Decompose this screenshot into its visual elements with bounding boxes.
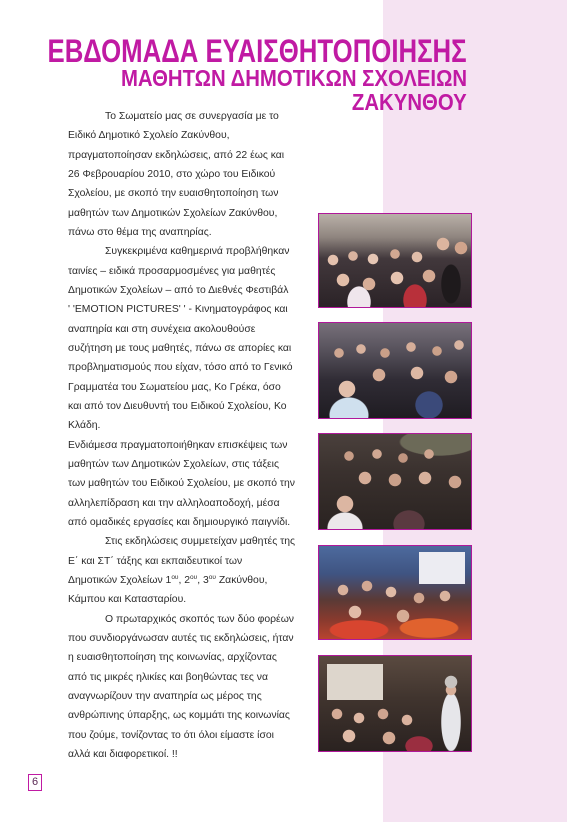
title-line-2: ΜΑΘΗΤΩΝ ΔΗΜΟΤΙΚΩΝ ΣΧΟΛΕΙΩΝ	[120, 65, 467, 91]
photo-classroom-1	[318, 213, 472, 308]
body-line-text: , 2	[178, 574, 191, 586]
body-line: αναγνωρίζουν την αναπηρία ως μέρος της	[68, 690, 262, 702]
body-line: αναπηρία και στη συνέχεια ακολουθούσε	[68, 323, 256, 335]
ordinal-suffix: ου	[171, 573, 179, 581]
body-line-text: , 3	[197, 574, 209, 586]
body-line-text: Δημοτικών Σχολείων 1	[68, 574, 172, 586]
photo-classroom-5	[318, 655, 472, 752]
photo-classroom-2	[318, 322, 472, 419]
paragraph	[68, 532, 308, 609]
body-line: Συγκεκριμένα καθημερινά προβλήθηκαν	[105, 246, 290, 258]
article-body	[68, 107, 308, 764]
body-line: η ευαισθητοποίηση της κοινωνίας, αρχίζοντας	[68, 652, 277, 664]
body-line: ανθρώπινης ύπαρξης, ως κομμάτι της κοινωνίας	[68, 710, 290, 722]
body-line: Στις εκδηλώσεις συμμετείχαν μαθητές της	[105, 536, 295, 548]
body-line: από τις μικρές ηλικίες και βοηθώντας τες να	[68, 671, 268, 683]
body-line: αλλά και διαφορετικοί. !!	[68, 748, 178, 760]
body-line: πραγματοποίησαν εκδηλώσεις, από 22 έως και	[68, 149, 285, 161]
paragraph	[68, 107, 308, 242]
ordinal-suffix: ου	[190, 573, 198, 581]
body-line: μαθητών των Δημοτικών Σχολείων, στις τάξεις	[68, 458, 279, 470]
ordinal-suffix: ου	[208, 573, 216, 581]
body-line: ' 'EMOTION PICTURES' ' - Κινηματογράφος και	[68, 304, 288, 316]
body-line-text: Ζακύνθου,	[215, 574, 268, 586]
body-line: Ο πρωταρχικός σκοπός των δύο φορέων	[105, 613, 294, 625]
body-line: προβληματισμούς που είχαν, τόσο από το Γενικό	[68, 362, 293, 374]
paragraph	[68, 242, 308, 435]
page-number: 6	[28, 774, 42, 791]
body-line: ταινίες – ειδικά προσαρμοσμένες για μαθητές	[68, 265, 276, 277]
body-line	[68, 571, 308, 590]
body-line: μαθητών των Δημοτικών Σχολείων Ζακύνθου,	[68, 207, 278, 219]
body-line: πάνω στο θέμα της αναπηρίας.	[68, 226, 212, 238]
title-line-3: ΖΑΚΥΝΘΟΥ	[352, 89, 467, 115]
body-line: Κλάδη.	[68, 420, 101, 432]
body-line: 26 Φεβρουαρίου 2010, στο χώρο του Ειδικού	[68, 168, 276, 180]
body-line: των μαθητών του Ειδικού Σχολείου, με σκοπό την	[68, 478, 295, 490]
photo-classroom-4	[318, 545, 472, 640]
body-line: συζήτηση με τους μαθητές, πάνω σε απορίες και	[68, 342, 292, 354]
body-line: Ειδικό Δημοτικό Σχολείο Ζακύνθου,	[68, 130, 230, 142]
body-line: αλληλεπίδραση και την αλληλοαποδοχή, μέσα	[68, 497, 280, 509]
body-line: Το Σωματείο μας σε συνεργασία με το	[105, 111, 279, 122]
body-line: από ομαδικές εργασίες και δημιουργικό παιγνίδι.	[68, 516, 291, 528]
body-line: Γραμματέα του Σωματείου μας, Κο Γρέκα, όσο	[68, 381, 281, 393]
body-line: Δημοτικών Σχολείων – από το Διεθνές Φεστιβάλ	[68, 284, 289, 296]
body-line: και από τον Διευθυντή του Ειδικού Σχολείου, Κο	[68, 400, 287, 412]
photo-classroom-3	[318, 433, 472, 530]
body-line: που ζούμε, τονίζοντας το ότι όλοι είμαστε ίσοι	[68, 729, 274, 741]
body-line: Ε΄ και ΣΤ΄ τάξης και εκπαιδευτικοί των	[68, 555, 243, 567]
body-line: που συνδιοργάνωσαν αυτές τις εκδηλώσεις, ήταν	[68, 632, 294, 644]
title-line-1: ΕΒΔΟΜΑΔΑ ΕΥΑΙΣΘΗΤΟΠΟΙΗΣΗΣ	[47, 33, 467, 69]
body-line: Κάμπου και Κατασταρίου.	[68, 594, 187, 606]
paragraph	[68, 436, 308, 533]
paragraph	[68, 610, 308, 765]
body-line: Σχολείου, με σκοπό την ευαισθητοποίηση των	[68, 188, 279, 200]
body-line: Ενδιάμεσα πραγματοποιήθηκαν επισκέψεις των	[68, 439, 288, 451]
